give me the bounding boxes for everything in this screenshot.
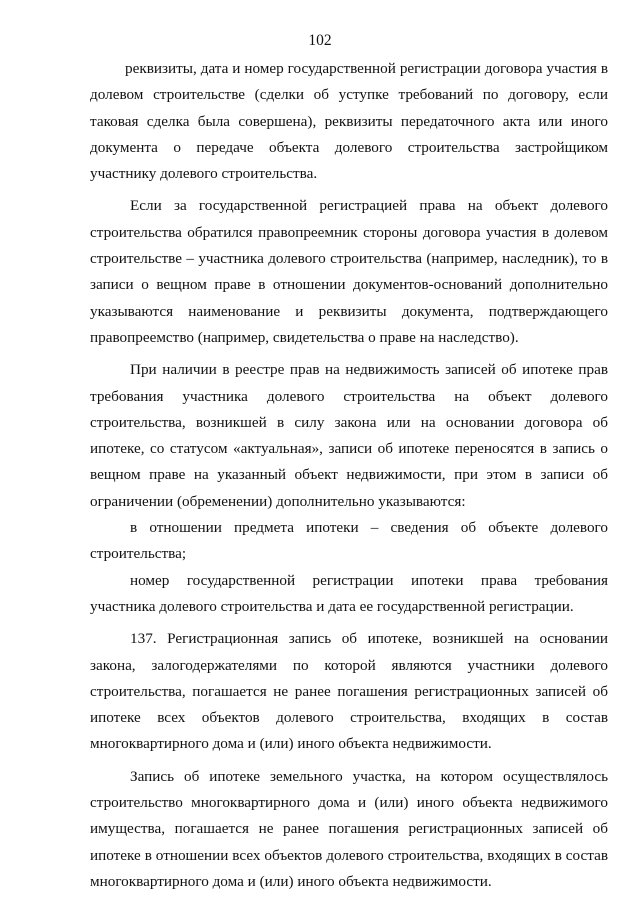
paragraph-successor-registration: Если за государственной регистрацией права на объект долевого строительства обратился правопреемник стороны договора участия в долевом строительстве – участника долевого строительства (например, наследник), то в записи о вещном праве в отношении документов-оснований дополнительно указываются наименование и реквизиты документа, подтверждающего правопреемство (например, свидетельства о праве на наследство). — [90, 197, 608, 346]
page-number: 102 — [308, 32, 332, 49]
paragraph-mortgage-subject: в отношении предмета ипотеки – сведения об объекте долевого строительства; — [90, 519, 608, 563]
document-body — [90, 56, 608, 901]
paragraph-land-mortgage: Запись об ипотеке земельного участка, на котором осуществлялось строительство многоквартирного дома и (или) иного объекта недвижимого имущества, погашается не ранее погашения регистрационных записей об ипотеке в отношении всех объектов долевого строительства, входящих в состав многоквартирного дома и (или) иного объекта недвижимости. — [90, 767, 608, 890]
paragraph-requisites-continuation: реквизиты, дата и номер государственной регистрации договора участия в долевом строительстве (сделки об уступке требований по договору, если таковая сделка была совершена), реквизиты передаточного акта или иного документа о передаче объекта долевого строительства застройщиком участнику долевого строительства. — [90, 60, 608, 183]
paragraph-mortgage-records: При наличии в реестре прав на недвижимость записей об ипотеке прав требования участника долевого строительства на объект долевого строительства, возникшей в силу закона или на основании договора об ипотеке, со статусом «актуальная», записи об ипотеке переносятся в запись о вещном праве на указанный объект недвижимости, при этом в записи об ограничении (обременении) дополнительно указываются: — [90, 361, 608, 510]
paragraph-clause-137: 137. Регистрационная запись об ипотеке, возникшей на основании закона, залогодержателями по которой являются участники долевого строительства, погашается не ранее погашения регистрационных записей об ипотеке всех объектов долевого строительства, входящих в состав многоквартирного дома и (или) иного объекта недвижимости. — [90, 630, 608, 753]
paragraph-mortgage-registration-number: номер государственной регистрации ипотеки права требования участника долевого строительства и дата ее государственной регистрации. — [90, 571, 608, 615]
